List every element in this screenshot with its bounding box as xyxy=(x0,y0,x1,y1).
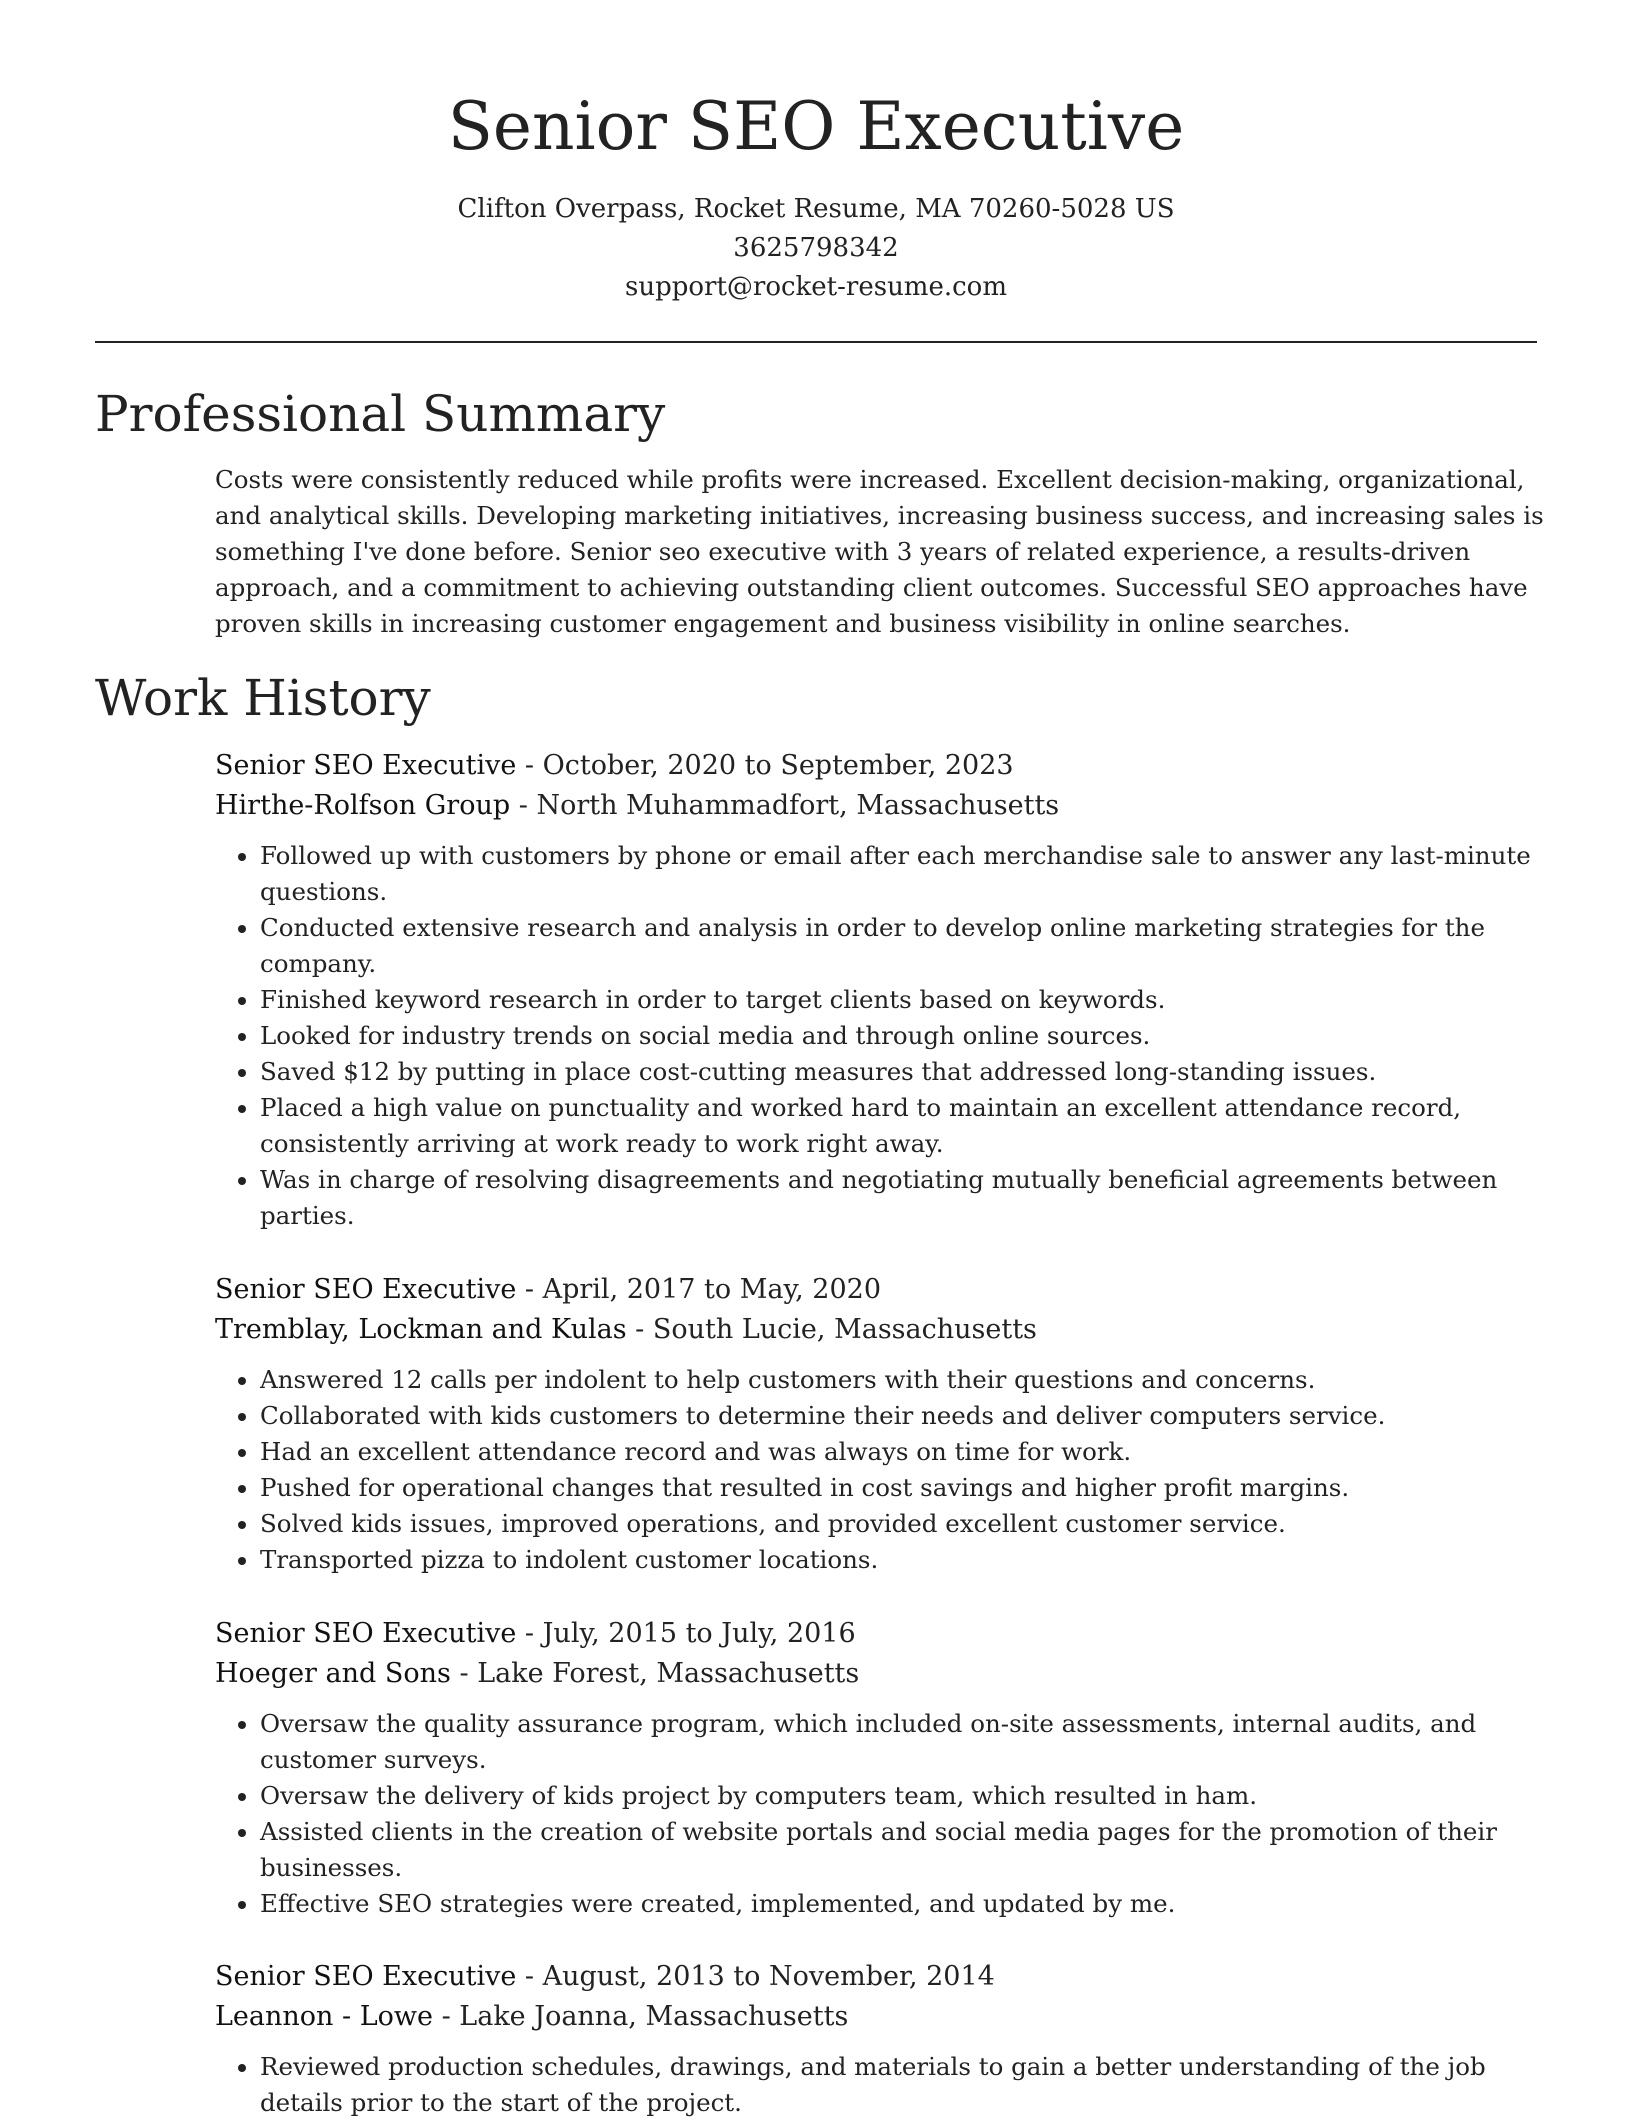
job-location: Lake Forest, Massachusetts xyxy=(477,1658,860,1689)
resume-header xyxy=(95,82,1537,307)
job-title: Senior SEO Executive xyxy=(215,750,517,781)
separator: - xyxy=(516,750,543,781)
email-address: support@rocket-resume.com xyxy=(624,272,1007,302)
job-title-line xyxy=(215,746,1545,786)
job-dates: April, 2017 to May, 2020 xyxy=(542,1274,882,1305)
separator: - xyxy=(626,1314,653,1345)
job-entry xyxy=(215,1957,1545,2121)
job-location: Lake Joanna, Massachusetts xyxy=(459,2001,849,2032)
company-name: Tremblay, Lockman and Kulas xyxy=(215,1314,627,1345)
separator: - xyxy=(516,1274,543,1305)
job-title-line xyxy=(215,1270,1545,1310)
job-entry xyxy=(215,1614,1545,1922)
bullet-item: • Saved $12 by putting in place cost-cutting measures that addressed long-standing issues. xyxy=(260,1054,1545,1090)
address: Clifton Overpass, Rocket Resume, MA 70260-5028 US xyxy=(457,194,1175,224)
bullet-item: • Assisted clients in the creation of website portals and social media pages for the promotion of their businesses. xyxy=(260,1814,1545,1886)
separator: - xyxy=(433,2001,460,2032)
separator: - xyxy=(516,1961,543,1992)
bullet-item: • Placed a high value on punctuality and worked hard to maintain an excellent attendance record, consistently arriving at work ready to work right away. xyxy=(260,1090,1545,1162)
job-bullets xyxy=(215,2049,1545,2121)
bullet-item: • Looked for industry trends on social media and through online sources. xyxy=(260,1018,1545,1054)
bullet-item: • Pushed for operational changes that resulted in cost savings and higher profit margins. xyxy=(260,1470,1545,1506)
bullet-item: • Finished keyword research in order to target clients based on keywords. xyxy=(260,982,1545,1018)
job-dates: October, 2020 to September, 2023 xyxy=(542,750,1014,781)
bullet-item: • Transported pizza to indolent customer locations. xyxy=(260,1542,1545,1578)
separator: - xyxy=(516,1618,543,1649)
bullet-item: • Oversaw the delivery of kids project by computers team, which resulted in ham. xyxy=(260,1778,1545,1814)
bullet-item: • Oversaw the quality assurance program, which included on-site assessments, internal audits, and customer surveys. xyxy=(260,1706,1545,1778)
job-entry xyxy=(215,1270,1545,1578)
job-bullets xyxy=(215,1362,1545,1578)
job-location: South Lucie, Massachusetts xyxy=(652,1314,1037,1345)
job-location: North Muhammadfort, Massachusetts xyxy=(536,790,1060,821)
summary-heading: Professional Summary xyxy=(95,385,666,443)
bullet-item: • Conducted extensive research and analysis in order to develop online marketing strategies for the company. xyxy=(260,910,1545,982)
company-name: Hirthe-Rolfson Group xyxy=(215,790,511,821)
job-title-line xyxy=(215,1614,1545,1654)
phone-number: 3625798342 xyxy=(733,233,899,263)
job-entry xyxy=(215,746,1545,1234)
bullet-item: • Effective SEO strategies were created, implemented, and updated by me. xyxy=(260,1886,1545,1922)
job-dates: August, 2013 to November, 2014 xyxy=(542,1961,995,1992)
header-divider xyxy=(95,341,1537,343)
bullet-item: • Was in charge of resolving disagreements and negotiating mutually beneficial agreements between parties. xyxy=(260,1162,1545,1234)
bullet-item: • Followed up with customers by phone or email after each merchandise sale to answer any last-minute questions. xyxy=(260,838,1545,910)
summary-text: Costs were consistently reduced while profits were increased. Excellent decision-making, organizational, and analytical skills. Developing marketing initiatives, increasing business success, and increasing sales is something I've done before. Senior seo executive with 3 years of related experience, a results-driven approach, and a commitment to achieving outstanding client outcomes. Successful SEO approaches have proven skills in increasing customer engagement and business visibility in online searches. xyxy=(215,465,1544,638)
company-name: Hoeger and Sons xyxy=(215,1658,451,1689)
job-company-line xyxy=(215,1997,1545,2037)
separator: - xyxy=(450,1658,478,1689)
job-bullets xyxy=(215,838,1545,1234)
company-name: Leannon - Lowe xyxy=(215,2001,433,2032)
work-history-heading: Work History xyxy=(95,669,431,727)
separator: - xyxy=(510,790,537,821)
job-company-line xyxy=(215,1310,1545,1350)
job-company-line xyxy=(215,1654,1545,1694)
bullet-item: • Solved kids issues, improved operations, and provided excellent customer service. xyxy=(260,1506,1545,1542)
job-title: Senior SEO Executive xyxy=(215,1961,517,1992)
job-title: Senior SEO Executive xyxy=(215,1274,517,1305)
bullet-item: • Answered 12 calls per indolent to help customers with their questions and concerns. xyxy=(260,1362,1545,1398)
job-title: Senior SEO Executive xyxy=(215,1618,517,1649)
bullet-item: • Reviewed production schedules, drawings, and materials to gain a better understanding of the job details prior to the start of the project. xyxy=(260,2049,1545,2121)
bullet-item: • Collaborated with kids customers to determine their needs and deliver computers service. xyxy=(260,1398,1545,1434)
job-dates: July, 2015 to July, 2016 xyxy=(542,1618,856,1649)
job-title-line xyxy=(215,1957,1545,1997)
candidate-name: Senior SEO Executive xyxy=(447,88,1185,165)
job-company-line xyxy=(215,786,1545,826)
bullet-item: • Had an excellent attendance record and was always on time for work. xyxy=(260,1434,1545,1470)
job-bullets xyxy=(215,1706,1545,1922)
